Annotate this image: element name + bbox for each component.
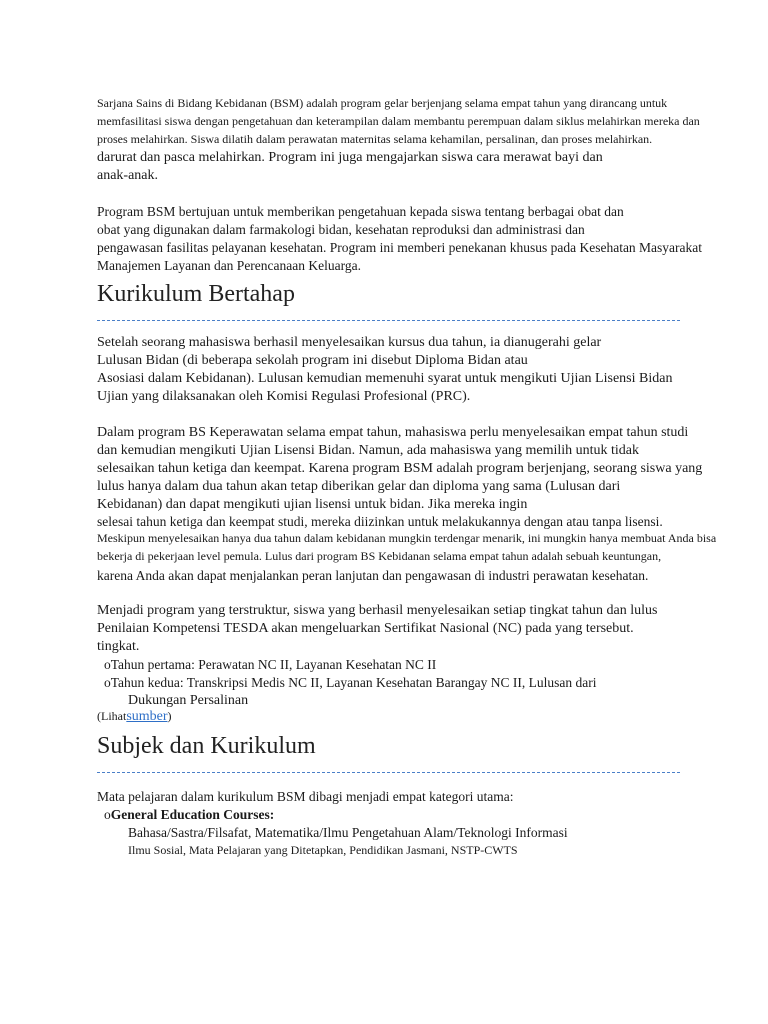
list-item: [104, 676, 596, 690]
para-line: bekerja di pekerjaan level pemula. Lulus dari program BS Kebidanan selama empat tahun adalah sebuah keuntungan,: [97, 549, 662, 563]
intro-line: proses melahirkan. Siswa dilatih dalam perawatan maternitas selama kehamilan, persalinan, dan proses melahirkan.: [97, 132, 653, 146]
para-line: selesai tahun ketiga dan keempat studi, mereka diizinkan untuk melakukannya dengan atau tanpa lisensi.: [97, 514, 663, 529]
list-item-text: Tahun kedua: Transkripsi Medis NC II, Layanan Kesehatan Barangay NC II, Lulusan dari: [110, 675, 597, 690]
category-line: Ilmu Sosial, Mata Pelajaran yang Ditetapkan, Pendidikan Jasmani, NSTP-CWTS: [128, 843, 518, 857]
intro-line: Sarjana Sains di Bidang Kebidanan (BSM) adalah program gelar berjenjang selama empat tahun yang dirancang untuk: [97, 96, 668, 110]
aim-line: Manajemen Layanan dan Perencanaan Keluarga.: [97, 258, 361, 273]
category-title: General Education Courses:: [110, 807, 275, 822]
section-heading-subjek-dan-kurikulum: Subjek dan Kurikulum: [97, 733, 316, 759]
para-line: tingkat.: [97, 639, 140, 654]
list-item: [104, 808, 274, 822]
aim-line: obat yang digunakan dalam farmakologi bidan, kesehatan reproduksi dan administrasi dan: [97, 222, 585, 237]
para-line: Ujian yang dilaksanakan oleh Komisi Regulasi Profesional (PRC).: [97, 389, 471, 404]
source-reference: [97, 710, 172, 724]
heading-divider: [97, 320, 680, 321]
list-item: [104, 658, 436, 672]
intro-line: anak-anak.: [97, 168, 159, 183]
list-item-continuation: Dukungan Persalinan: [128, 693, 249, 708]
para-line: Lulusan Bidan (di beberapa sekolah program ini disebut Diploma Bidan atau: [97, 353, 528, 368]
bullet-marker: o: [104, 657, 111, 672]
para-line: Penilaian Kompetensi TESDA akan mengeluarkan Sertifikat Nasional (NC) pada yang tersebut.: [97, 621, 634, 636]
heading-divider: [97, 772, 680, 773]
source-prefix: (Lihat: [97, 709, 127, 723]
para-line: Menjadi program yang terstruktur, siswa yang berhasil menyelesaikan setiap tingkat tahun dan lulus: [97, 603, 658, 618]
para-line: dan kemudian mengikuti Ujian Lisensi Bidan. Namun, ada mahasiswa yang memilih untuk tidak: [97, 443, 640, 458]
para-line: karena Anda akan dapat menjalankan peran lanjutan dan pengawasan di industri perawatan kesehatan.: [97, 568, 649, 583]
intro-line: darurat dan pasca melahirkan. Program ini juga mengajarkan siswa cara merawat bayi dan: [97, 150, 603, 165]
para-line: lulus hanya dalam dua tahun akan tetap diberikan gelar dan diploma yang sama (Lulusan dari: [97, 479, 621, 494]
aim-line: Program BSM bertujuan untuk memberikan pengetahuan kepada siswa tentang berbagai obat dan: [97, 204, 624, 219]
para-line: selesaikan tahun ketiga dan keempat. Karena program BSM adalah program berjenjang, seorang siswa yang: [97, 461, 703, 476]
aim-line: pengawasan fasilitas pelayanan kesehatan. Program ini memberi penekanan khusus pada Kesehatan Masyarakat: [97, 240, 703, 255]
bullet-marker: o: [104, 807, 111, 822]
bullet-marker: o: [104, 675, 111, 690]
para-line: Dalam program BS Keperawatan selama empat tahun, mahasiswa perlu menyelesaikan empat tahun studi: [97, 425, 689, 440]
category-line: Bahasa/Sastra/Filsafat, Matematika/Ilmu Pengetahuan Alam/Teknologi Informasi: [128, 825, 568, 840]
intro-line: memfasilitasi siswa dengan pengetahuan dan keterampilan dalam membantu perempuan dalam siklus melahirkan mereka dan: [97, 114, 700, 128]
source-link[interactable]: sumber: [126, 709, 168, 724]
para-line: Setelah seorang mahasiswa berhasil menyelesaikan kursus dua tahun, ia dianugerahi gelar: [97, 335, 602, 350]
para-line: Mata pelajaran dalam kurikulum BSM dibagi menjadi empat kategori utama:: [97, 789, 514, 804]
section-heading-kurikulum-bertahap: Kurikulum Bertahap: [97, 281, 295, 307]
para-line: Meskipun menyelesaikan hanya dua tahun dalam kebidanan mungkin terdengar menarik, ini mungkin hanya membuat Anda bisa: [97, 531, 717, 545]
para-line: Kebidanan) dan dapat mengikuti ujian lisensi untuk bidan. Jika mereka ingin: [97, 497, 528, 512]
source-suffix: ): [167, 709, 172, 723]
para-line: Asosiasi dalam Kebidanan). Lulusan kemudian memenuhi syarat untuk mengikuti Ujian Lisensi Bidan: [97, 371, 673, 386]
list-item-text: Tahun pertama: Perawatan NC II, Layanan Kesehatan NC II: [110, 657, 437, 672]
